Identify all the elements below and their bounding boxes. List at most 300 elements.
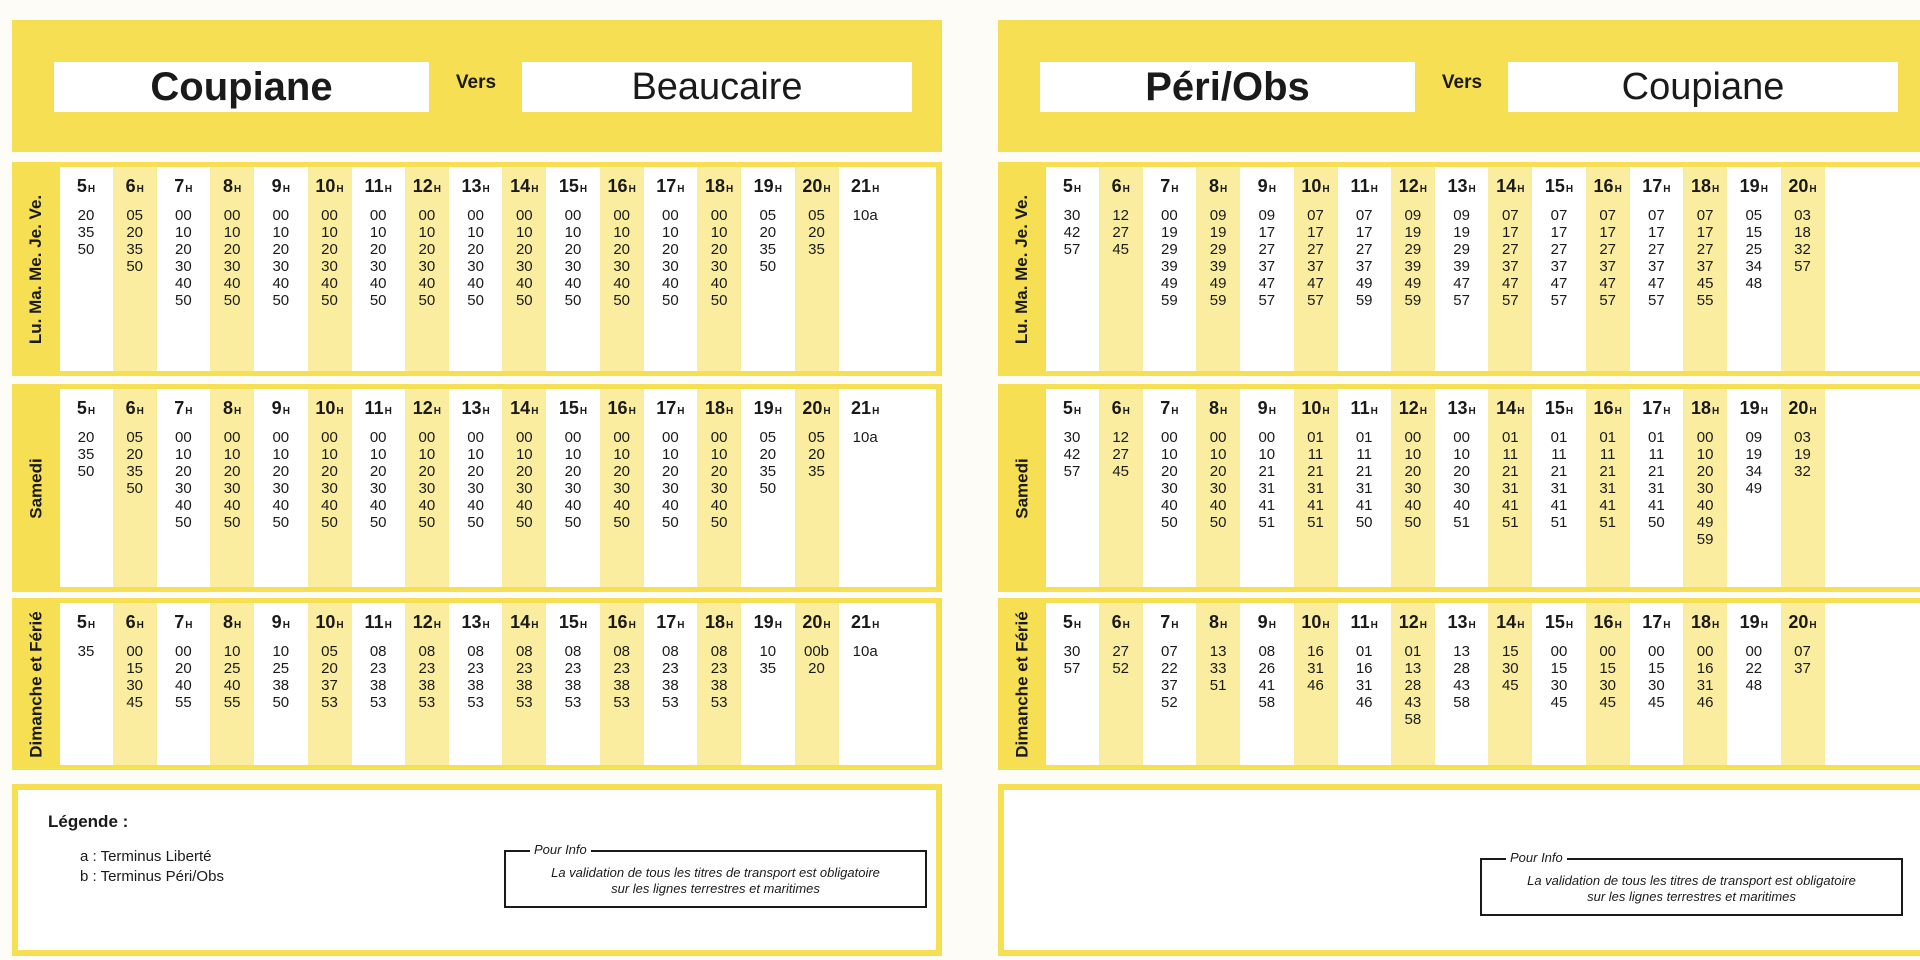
departure-minute: 25 xyxy=(272,660,290,677)
departure-minute: 10 xyxy=(613,446,631,463)
weekday-schedule xyxy=(998,162,1920,376)
departure-minute: 20 xyxy=(613,463,631,480)
hour-column xyxy=(405,389,449,587)
departure-minute: 00 xyxy=(175,429,192,446)
departure-minute: 05 xyxy=(759,429,777,446)
hour-number: 5 xyxy=(1062,398,1073,418)
departure-minute: 30 xyxy=(126,677,144,694)
departure-list xyxy=(454,637,498,711)
departure-minute: 50 xyxy=(1648,514,1665,531)
departure-minute: 05 xyxy=(759,207,777,224)
departure-list xyxy=(1537,201,1581,309)
hour-suffix: H xyxy=(1171,620,1179,631)
hour-header xyxy=(64,389,108,423)
departure-minute: 07 xyxy=(1550,207,1568,224)
hour-suffix: H xyxy=(87,620,96,631)
departure-minute: 07 xyxy=(1696,207,1714,224)
departure-minute: 50 xyxy=(710,292,728,309)
departure-minute: 50 xyxy=(564,292,582,309)
hour-number: 12 xyxy=(412,176,433,196)
departure-minute: 21 xyxy=(1648,463,1665,480)
hour-header xyxy=(259,167,303,201)
hour-header xyxy=(1440,167,1484,201)
departure-minute: 31 xyxy=(1307,660,1324,677)
departure-minute: 30 xyxy=(613,258,631,275)
departure-minute: 51 xyxy=(1501,514,1519,531)
departure-minute: 53 xyxy=(321,694,338,711)
departure-minute: 30 xyxy=(418,258,436,275)
departure-minute: 00 xyxy=(175,643,192,660)
departure-minute: 27 xyxy=(1112,643,1130,660)
hour-header xyxy=(210,389,254,423)
hour-suffix: H xyxy=(185,406,193,417)
departure-minute: 50 xyxy=(467,292,484,309)
departure-minute: 57 xyxy=(1063,660,1081,677)
departure-minute: 38 xyxy=(662,677,679,694)
departure-minute: 46 xyxy=(1307,677,1324,694)
hour-number: 7 xyxy=(1160,176,1171,196)
departure-list xyxy=(648,423,692,531)
departure-minute: 15 xyxy=(1550,660,1568,677)
hour-suffix: H xyxy=(725,406,734,417)
hour-number: 10 xyxy=(1301,176,1322,196)
departure-minute: 00 xyxy=(467,207,484,224)
hour-column xyxy=(1586,167,1630,371)
day-type-text: Samedi xyxy=(1012,457,1032,519)
departure-minute: 57 xyxy=(1599,292,1617,309)
departure-minute: 30 xyxy=(369,480,387,497)
departure-minute: 00 xyxy=(515,207,533,224)
hour-suffix: H xyxy=(87,406,96,417)
hour-number: 14 xyxy=(510,398,531,418)
departure-minute: 21 xyxy=(1307,463,1324,480)
departure-minute: 40 xyxy=(1161,497,1178,514)
day-type-label xyxy=(998,162,1046,376)
legend-item: a : Terminus Liberté xyxy=(80,848,212,865)
schedule-grid xyxy=(1046,389,1920,587)
hour-number: 19 xyxy=(753,176,774,196)
hour-number: 13 xyxy=(461,176,482,196)
hour-suffix: H xyxy=(1517,184,1525,195)
departure-list xyxy=(1050,637,1094,677)
departure-minute: 40 xyxy=(175,275,192,292)
departure-minute: 00 xyxy=(321,429,338,446)
departure-minute: 49 xyxy=(1745,480,1763,497)
departure-list xyxy=(161,423,205,531)
day-type-label xyxy=(12,384,60,592)
departure-minute: 10 xyxy=(1696,446,1714,463)
departure-list xyxy=(843,201,887,224)
departure-list xyxy=(600,201,644,309)
departure-minute: 10 xyxy=(223,446,241,463)
hour-number: 8 xyxy=(1208,612,1219,632)
departure-minute: 41 xyxy=(1501,497,1519,514)
hour-column xyxy=(600,603,644,765)
departure-minute: 58 xyxy=(1404,711,1422,728)
departure-minute: 30 xyxy=(1209,480,1227,497)
hour-column xyxy=(1732,167,1776,371)
hour-suffix: H xyxy=(1322,184,1330,195)
departure-minute: 00 xyxy=(369,429,387,446)
departure-minute: 30 xyxy=(662,480,679,497)
departure-minute: 29 xyxy=(1453,241,1470,258)
hour-column xyxy=(1829,167,1873,371)
departure-minute: 40 xyxy=(272,497,290,514)
info-title: Pour Info xyxy=(1506,850,1567,866)
hour-suffix: H xyxy=(1322,620,1330,631)
hour-column xyxy=(843,389,887,587)
hour-number: 15 xyxy=(1544,398,1565,418)
hour-column xyxy=(64,167,108,371)
hour-suffix: H xyxy=(233,406,242,417)
departure-minute: 27 xyxy=(1550,241,1568,258)
departure-minute: 19 xyxy=(1745,446,1763,463)
departure-minute: 09 xyxy=(1453,207,1470,224)
departure-list xyxy=(259,423,303,531)
hour-header xyxy=(1732,389,1776,423)
departure-minute: 10 xyxy=(662,446,679,463)
origin-stop: Péri/Obs xyxy=(1040,62,1415,112)
departure-minute: 05 xyxy=(808,429,825,446)
hour-header xyxy=(1537,389,1581,423)
departure-list xyxy=(502,637,546,711)
departure-minute: 00 xyxy=(710,429,728,446)
departure-minute: 00 xyxy=(515,429,533,446)
hour-suffix: H xyxy=(1219,184,1228,195)
hour-column xyxy=(1634,603,1678,765)
hour-number: 12 xyxy=(1398,176,1419,196)
departure-minute: 53 xyxy=(467,694,484,711)
hour-header xyxy=(1488,603,1532,637)
hour-number: 6 xyxy=(125,398,136,418)
hour-number: 14 xyxy=(1496,398,1517,418)
departure-minute: 57 xyxy=(1501,292,1519,309)
hour-header xyxy=(1391,167,1435,201)
hour-number: 8 xyxy=(222,176,233,196)
hour-suffix: H xyxy=(823,184,831,195)
hour-column xyxy=(1683,603,1727,765)
departure-minute: 30 xyxy=(1599,677,1617,694)
hour-column xyxy=(1440,389,1484,587)
hour-column xyxy=(454,167,498,371)
hour-suffix: H xyxy=(136,184,144,195)
departure-minute: 10 xyxy=(515,224,533,241)
departure-minute: 17 xyxy=(1648,224,1665,241)
departure-list xyxy=(64,637,108,660)
hour-suffix: H xyxy=(628,620,636,631)
departure-minute: 18 xyxy=(1794,224,1811,241)
departure-minute: 30 xyxy=(467,480,484,497)
hour-suffix: H xyxy=(725,184,734,195)
departure-minute: 10a xyxy=(852,643,878,660)
hour-suffix: H xyxy=(282,620,290,631)
hour-header xyxy=(1586,167,1630,201)
departure-minute: 20 xyxy=(418,463,436,480)
departure-minute: 45 xyxy=(1648,694,1665,711)
hour-header xyxy=(1147,167,1191,201)
departure-minute: 00 xyxy=(662,429,679,446)
hour-suffix: H xyxy=(1073,620,1082,631)
departure-list xyxy=(1391,201,1435,309)
hour-header xyxy=(1342,167,1386,201)
departure-minute: 50 xyxy=(321,292,338,309)
departure-minute: 10 xyxy=(515,446,533,463)
hour-header xyxy=(405,389,449,423)
departure-minute: 10 xyxy=(321,224,338,241)
day-type-text: Lu. Ma. Me. Je. Ve. xyxy=(1012,194,1032,344)
day-type-label xyxy=(12,598,60,770)
hour-header xyxy=(648,389,692,423)
hour-suffix: H xyxy=(531,184,539,195)
hour-column xyxy=(1245,167,1289,371)
departure-minute: 40 xyxy=(515,275,533,292)
departure-minute: 15 xyxy=(1648,660,1665,677)
hour-column xyxy=(356,389,400,587)
hour-column xyxy=(308,389,352,587)
schedule-grid xyxy=(60,389,936,587)
hour-column xyxy=(1683,389,1727,587)
departure-minute: 30 xyxy=(1696,480,1714,497)
departure-minute: 10a xyxy=(852,429,878,446)
departure-minute: 05 xyxy=(321,643,338,660)
departure-minute: 01 xyxy=(1355,429,1373,446)
departure-minute: 30 xyxy=(175,480,192,497)
departure-minute: 16 xyxy=(1696,660,1714,677)
hour-header xyxy=(1147,603,1191,637)
hour-header xyxy=(1245,603,1289,637)
hour-suffix: H xyxy=(433,620,442,631)
departure-minute: 00 xyxy=(1209,429,1227,446)
departure-minute: 51 xyxy=(1599,514,1617,531)
hour-number: 10 xyxy=(1301,398,1322,418)
hour-suffix: H xyxy=(774,620,782,631)
hour-header xyxy=(210,167,254,201)
departure-minute: 11 xyxy=(1307,446,1324,463)
departure-minute: 40 xyxy=(467,275,484,292)
departure-minute: 25 xyxy=(223,660,241,677)
hour-column xyxy=(1050,603,1094,765)
departure-minute: 49 xyxy=(1404,275,1422,292)
hour-column xyxy=(1245,603,1289,765)
departure-minute: 47 xyxy=(1550,275,1568,292)
hour-header xyxy=(1488,389,1532,423)
hour-suffix: H xyxy=(1419,184,1428,195)
departure-minute: 17 xyxy=(1550,224,1568,241)
info-line: La validation de tous les titres de transport est obligatoire xyxy=(551,865,880,880)
departure-list xyxy=(843,637,887,660)
departure-minute: 05 xyxy=(808,207,825,224)
departure-minute: 21 xyxy=(1501,463,1519,480)
hour-header xyxy=(1781,167,1825,201)
departure-minute: 10 xyxy=(369,446,387,463)
hour-header xyxy=(1294,603,1338,637)
departure-minute: 52 xyxy=(1112,660,1130,677)
departure-minute: 13 xyxy=(1404,660,1422,677)
hour-header xyxy=(1342,603,1386,637)
hour-number: 9 xyxy=(1257,176,1268,196)
hour-suffix: H xyxy=(1517,620,1525,631)
departure-minute: 05 xyxy=(126,207,144,224)
departure-minute: 27 xyxy=(1648,241,1665,258)
hour-suffix: H xyxy=(1468,620,1476,631)
departure-list xyxy=(1586,423,1630,531)
departure-list xyxy=(1245,423,1289,531)
departure-minute: 50 xyxy=(759,480,777,497)
departure-minute: 50 xyxy=(272,694,290,711)
departure-minute: 07 xyxy=(1501,207,1519,224)
departure-minute: 31 xyxy=(1550,480,1568,497)
route-header xyxy=(998,20,1920,152)
hour-number: 9 xyxy=(271,398,282,418)
hour-suffix: H xyxy=(774,184,782,195)
departure-minute: 30 xyxy=(662,258,679,275)
departure-minute: 40 xyxy=(175,677,192,694)
departure-minute: 20 xyxy=(223,463,241,480)
hour-suffix: H xyxy=(1760,406,1768,417)
hour-header xyxy=(1634,603,1678,637)
departure-minute: 27 xyxy=(1599,241,1617,258)
departure-minute: 50 xyxy=(418,514,436,531)
hour-number: 19 xyxy=(1739,612,1760,632)
hour-header xyxy=(1537,167,1581,201)
hour-number: 15 xyxy=(1544,612,1565,632)
departure-minute: 50 xyxy=(77,241,95,258)
departure-minute: 20 xyxy=(1404,463,1422,480)
departure-minute: 47 xyxy=(1453,275,1470,292)
hour-column xyxy=(1196,389,1240,587)
hour-number: 6 xyxy=(1111,398,1122,418)
hour-suffix: H xyxy=(1073,184,1082,195)
hour-column xyxy=(1829,389,1873,587)
departure-minute: 51 xyxy=(1209,677,1227,694)
hour-column xyxy=(1781,603,1825,765)
departure-minute: 41 xyxy=(1550,497,1568,514)
departure-minute: 50 xyxy=(467,514,484,531)
departure-minute: 00 xyxy=(418,207,436,224)
departure-minute: 40 xyxy=(710,275,728,292)
departure-minute: 45 xyxy=(1112,241,1130,258)
hour-column xyxy=(648,389,692,587)
departure-minute: 40 xyxy=(369,497,387,514)
departure-minute: 37 xyxy=(1794,660,1811,677)
departure-minute: 55 xyxy=(1696,292,1714,309)
departure-list xyxy=(1781,201,1825,275)
hour-column xyxy=(600,167,644,371)
departure-minute: 49 xyxy=(1696,514,1714,531)
hour-header xyxy=(1586,603,1630,637)
hour-header xyxy=(161,389,205,423)
hour-header xyxy=(1732,603,1776,637)
departure-minute: 30 xyxy=(272,258,290,275)
departure-minute: 53 xyxy=(418,694,436,711)
departure-minute: 00 xyxy=(175,207,192,224)
departure-minute: 37 xyxy=(1161,677,1178,694)
departure-minute: 50 xyxy=(369,292,387,309)
departure-minute: 50 xyxy=(759,258,777,275)
hour-column xyxy=(1781,167,1825,371)
departure-minute: 19 xyxy=(1209,224,1227,241)
departure-list xyxy=(1488,637,1532,694)
departure-minute: 40 xyxy=(662,497,679,514)
hour-suffix: H xyxy=(233,620,242,631)
departure-minute: 20 xyxy=(272,463,290,480)
departure-minute: 05 xyxy=(1745,207,1763,224)
hour-column xyxy=(1586,603,1630,765)
departure-minute: 42 xyxy=(1063,446,1081,463)
hour-column xyxy=(648,603,692,765)
departure-minute: 10 xyxy=(662,224,679,241)
departure-minute: 32 xyxy=(1794,463,1811,480)
departure-minute: 10 xyxy=(418,446,436,463)
departure-list xyxy=(1732,201,1776,292)
departure-minute: 50 xyxy=(272,514,290,531)
departure-minute: 37 xyxy=(1355,258,1373,275)
departure-minute: 37 xyxy=(1648,258,1665,275)
info-line: sur les lignes terrestres et maritimes xyxy=(1587,889,1796,904)
departure-minute: 35 xyxy=(77,643,95,660)
hour-suffix: H xyxy=(1760,184,1768,195)
departure-minute: 40 xyxy=(1209,497,1227,514)
origin-stop: Coupiane xyxy=(54,62,429,112)
hour-number: 17 xyxy=(656,398,677,418)
departure-minute: 08 xyxy=(613,643,631,660)
departure-minute: 30 xyxy=(1161,480,1178,497)
departure-minute: 03 xyxy=(1794,207,1811,224)
departure-minute: 20 xyxy=(126,446,144,463)
departure-minute: 30 xyxy=(223,480,241,497)
hour-suffix: H xyxy=(579,184,588,195)
departure-minute: 30 xyxy=(175,258,192,275)
hour-column xyxy=(1829,603,1873,765)
hour-column xyxy=(1099,389,1143,587)
hour-column xyxy=(1732,603,1776,765)
departure-list xyxy=(1099,637,1143,677)
hour-suffix: H xyxy=(531,620,539,631)
hour-column xyxy=(697,167,741,371)
departure-minute: 45 xyxy=(126,694,144,711)
info-line: sur les lignes terrestres et maritimes xyxy=(611,881,820,896)
departure-list xyxy=(113,201,157,275)
departure-minute: 35 xyxy=(808,463,825,480)
hour-suffix: H xyxy=(1565,620,1574,631)
departure-list xyxy=(1586,637,1630,711)
hour-suffix: H xyxy=(725,620,734,631)
departure-list xyxy=(1683,201,1727,309)
hour-suffix: H xyxy=(1663,406,1671,417)
hour-column xyxy=(746,389,790,587)
departure-minute: 41 xyxy=(1258,677,1276,694)
day-type-text: Lu. Ma. Me. Je. Ve. xyxy=(26,194,46,344)
departure-minute: 23 xyxy=(515,660,533,677)
departure-list xyxy=(1391,423,1435,531)
departure-list xyxy=(697,201,741,309)
departure-list xyxy=(1245,637,1289,711)
hour-header xyxy=(1147,389,1191,423)
departure-list xyxy=(502,423,546,531)
departure-minute: 17 xyxy=(1501,224,1519,241)
departure-minute: 53 xyxy=(710,694,728,711)
hour-suffix: H xyxy=(1219,406,1228,417)
departure-minute: 37 xyxy=(1696,258,1714,275)
hour-header xyxy=(356,167,400,201)
hour-column xyxy=(1342,389,1386,587)
hour-number: 8 xyxy=(222,612,233,632)
departure-minute: 19 xyxy=(1404,224,1422,241)
hour-column xyxy=(1488,389,1532,587)
departure-minute: 10 xyxy=(1404,446,1422,463)
hour-suffix: H xyxy=(1073,406,1082,417)
hour-suffix: H xyxy=(282,184,290,195)
